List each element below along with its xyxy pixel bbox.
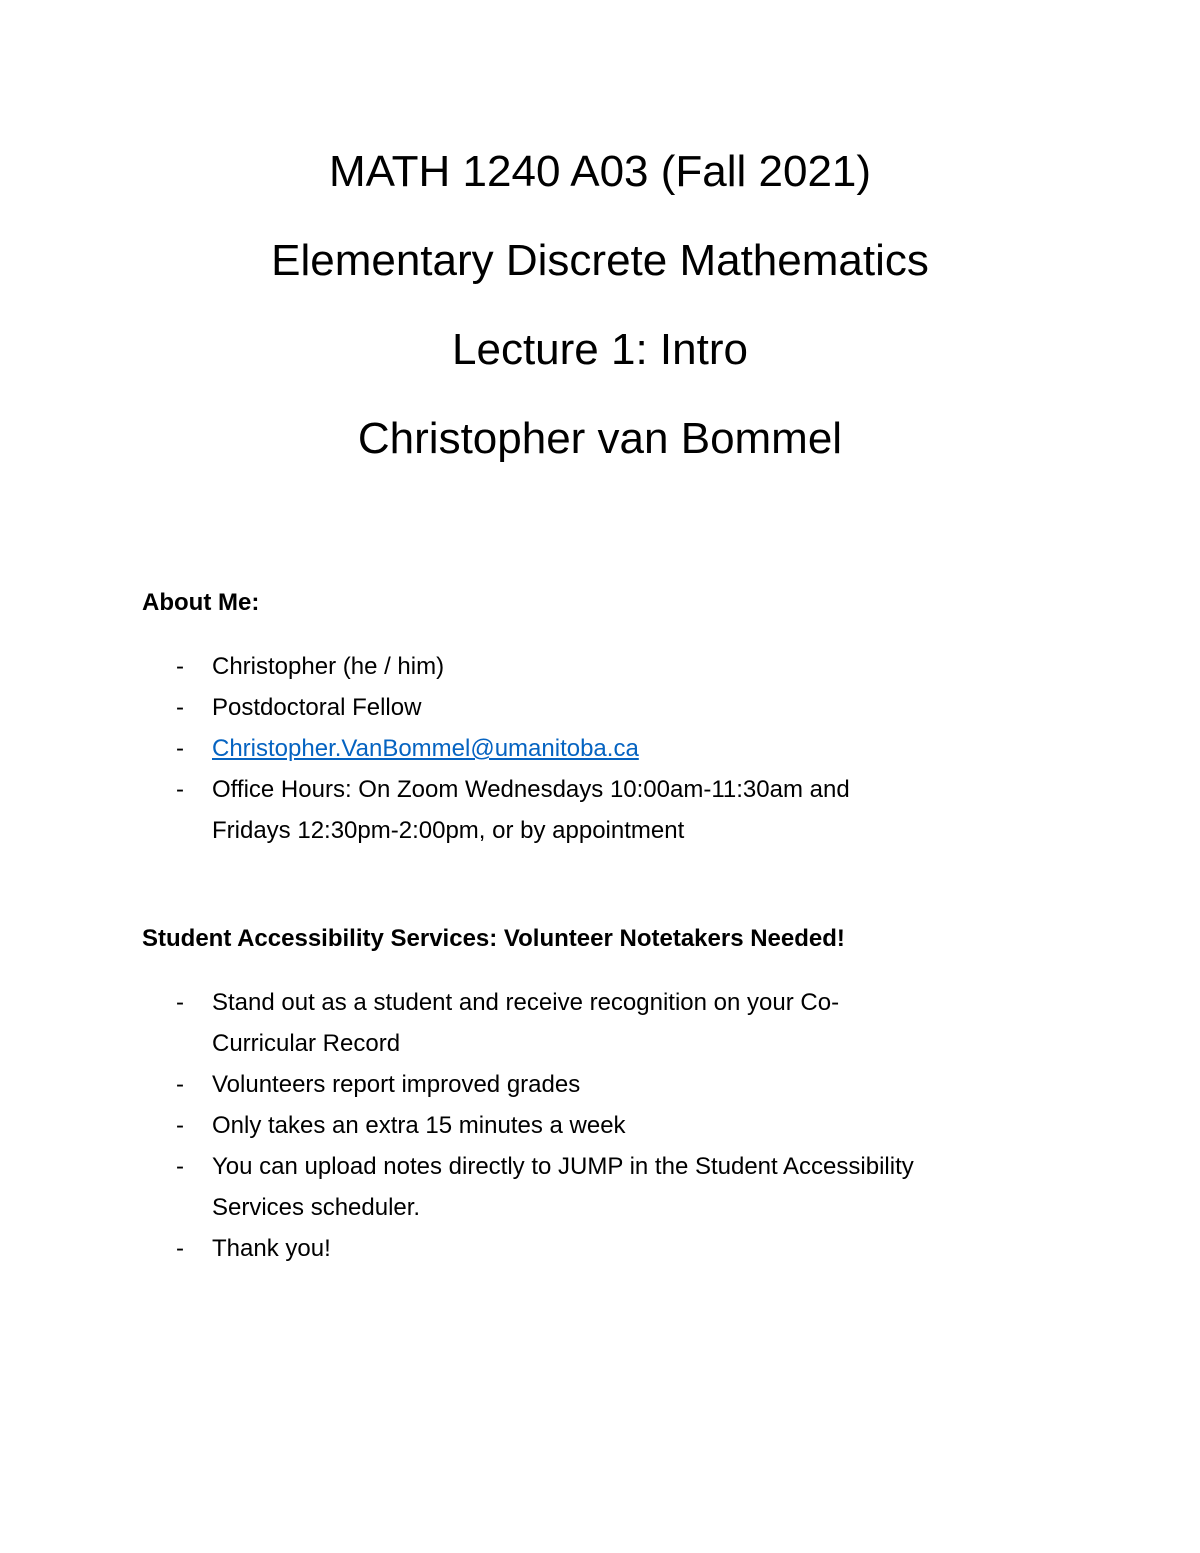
- list-item: [142, 728, 1072, 769]
- office-hours-text: Office Hours: On Zoom Wednesdays 10:00am-11:30am and: [212, 776, 850, 803]
- email-link[interactable]: Christopher.VanBommel@umanitoba.ca: [212, 735, 639, 762]
- bullet-dash: -: [176, 1235, 184, 1262]
- pronouns-text: Christopher (he / him): [212, 653, 445, 680]
- lecture-title: Lecture 1: Intro: [452, 325, 748, 374]
- bullet-dash: -: [176, 735, 184, 762]
- position-text: Postdoctoral Fellow: [212, 694, 422, 721]
- list-item-continuation: [142, 1023, 1072, 1064]
- grades-text: Volunteers report improved grades: [212, 1071, 581, 1098]
- instructor-name: Christopher van Bommel: [357, 414, 843, 463]
- course-title: MATH 1240 A03 (Fall 2021): [328, 147, 872, 196]
- upload-text-continued: Services scheduler.: [212, 1194, 421, 1221]
- list-item: [142, 646, 1072, 687]
- recognition-text: Stand out as a student and receive recognition on your Co-: [212, 989, 840, 1016]
- bullet-dash: -: [176, 1071, 184, 1098]
- list-item: [142, 1105, 1072, 1146]
- bullet-dash: -: [176, 694, 184, 721]
- office-hours-text-continued: Fridays 12:30pm-2:00pm, or by appointment: [212, 817, 685, 844]
- recognition-text-continued: Curricular Record: [212, 1030, 401, 1057]
- subject-title: Elementary Discrete Mathematics: [271, 236, 929, 285]
- list-item: [142, 769, 1072, 810]
- list-item: [142, 1146, 1072, 1187]
- upload-text: You can upload notes directly to JUMP in the Student Accessibility: [212, 1153, 914, 1180]
- list-item: [142, 687, 1072, 728]
- list-item-continuation: [142, 1187, 1072, 1228]
- about-me-section: [142, 588, 1072, 851]
- thank-you-text: Thank you!: [212, 1235, 331, 1262]
- bullet-dash: -: [176, 989, 184, 1016]
- list-item: [142, 1228, 1072, 1269]
- bullet-dash: -: [176, 1153, 184, 1180]
- accessibility-list: [142, 982, 1072, 1269]
- bullet-dash: -: [176, 653, 184, 680]
- accessibility-section: [142, 924, 1072, 1269]
- bullet-dash: -: [176, 1112, 184, 1139]
- title-block: [0, 147, 1200, 506]
- about-me-heading: About Me:: [142, 589, 260, 616]
- list-item: [142, 1064, 1072, 1105]
- bullet-dash: -: [176, 776, 184, 803]
- time-text: Only takes an extra 15 minutes a week: [212, 1112, 626, 1139]
- list-item-continuation: [142, 810, 1072, 851]
- list-item: [142, 982, 1072, 1023]
- accessibility-heading: Student Accessibility Services: Volunteer Notetakers Needed!: [142, 925, 845, 952]
- about-me-list: [142, 646, 1072, 851]
